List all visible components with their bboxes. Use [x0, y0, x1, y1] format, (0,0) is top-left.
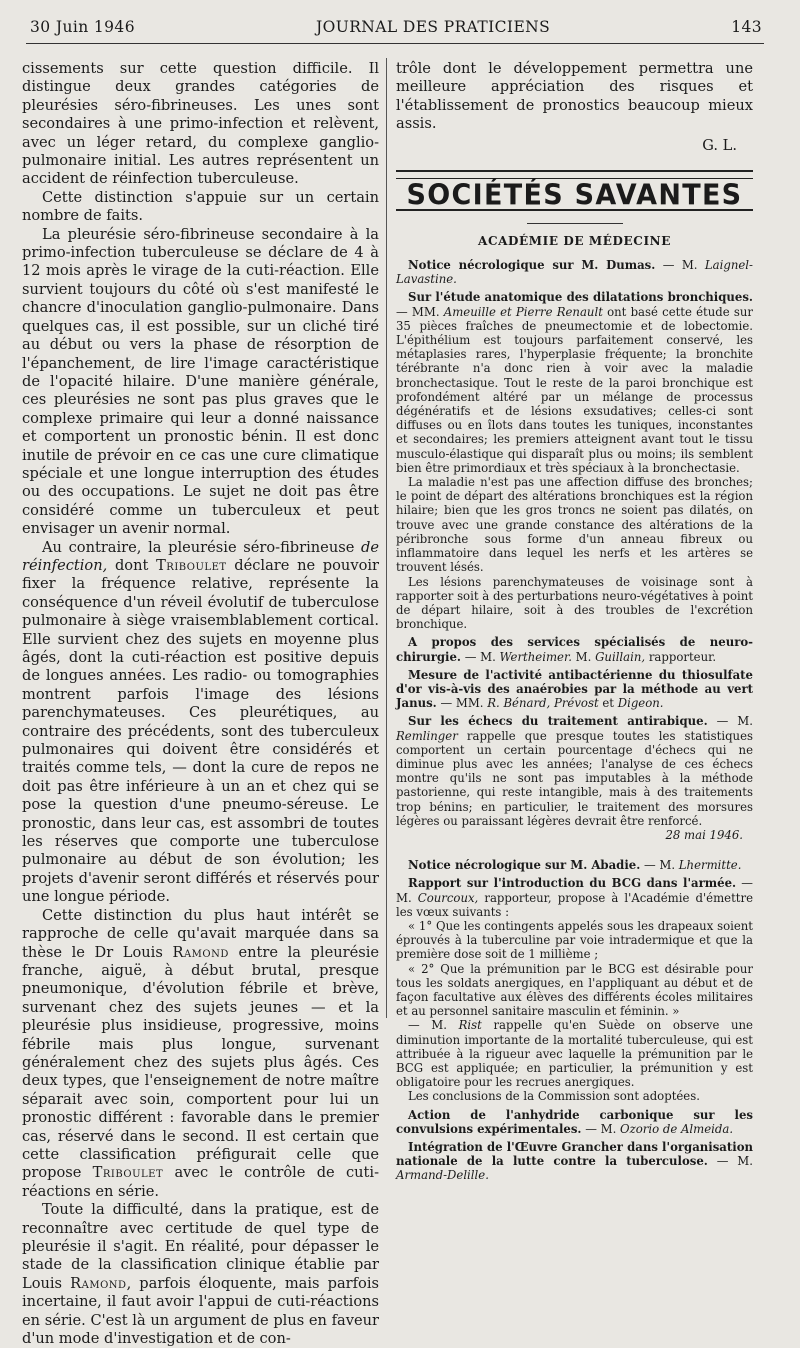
running-header [30, 14, 762, 40]
section-title: SOCIÉTÉS SAVANTES [406, 178, 743, 212]
dash: — M. [460, 649, 500, 664]
entry-author: Ameuille et Pierre Renault [443, 304, 603, 319]
column-divider [386, 58, 387, 1018]
dash: — M. [707, 1154, 753, 1169]
author-name: Ramond [172, 943, 229, 961]
text-run: avec le contrôle de cuti-réactions en série. [22, 1164, 380, 1200]
author-name: Triboulet [92, 1164, 164, 1182]
entry-title: A propos des services spécialisés de neuro-chirurgie. [396, 635, 753, 664]
entry-title: Mesure de l'activité antibactérienne du thiosulfate d'or vis-à-vis des anaérobies par la méthode au vert Janus. [396, 667, 753, 711]
entry-author: Ozorio de Almeida. [620, 1121, 734, 1136]
text-run: Cette distinction du plus haut intérêt se rapproche de celle qu'avait marquée dans sa thèse le Dr Louis [22, 906, 379, 961]
paragraph: La pleurésie séro-fibrineuse secondaire à la primo-infection tuberculeuse se déclare de 4 à 12 mois après le virage de la cuti-réaction. Elle survient toujours du côté où s'est manifesté le chancre d'inoculation ganglio-pulmonaire. Dans quelques cas, il est possible, sur un cliché tiré au début ou vers la phase de résorption de l'épanchement, de lire l'image caractéristique de l'opacité hilaire. D'une manière générale, ces pleurésies ne sont pas plus graves que le complexe primaire qui leur a donné naissance et comportent un pronostic bénin. Il est donc inutile de prévoir en ce cas une cure climatique spéciale et une longue interruption des études ou des occupations. Le sujet ne doit pas être considéré comme un tuberculeux et peut envisager un avenir normal. [22, 225, 379, 538]
entry-text: rappelle que presque toutes les statistiques comportent un certain pourcentage d'échecs qui ne diminue plus avec les années; l'analyse de ces échecs montre qu'ils ne sont pas imputables à la méthode pastorienne, qui reste intangible, mais à des traitements trop bénins; en particulier, le traitement des morsures légères ou paraissant légères devrait être renforcé. [396, 728, 753, 828]
entry-title: Action de l'anhydride carbonique sur les convulsions expérimentales. [396, 1107, 753, 1136]
text-run: Au contraire, la pleurésie séro-fibrineuse [42, 538, 355, 556]
entry-author: Lhermitte. [678, 858, 742, 873]
paragraph: La maladie n'est pas une affection diffuse des bronches; le point de départ des altérations bronchiques est la région hilaire; bien que les gros troncs ne soient pas dilatés, on trouve avec une grande constance des altérations de la péribronche sous forme d'un anneau fibreux ou inflammatoire dans lequel les nerfs et les artères se trouvent lésés. [396, 475, 753, 575]
paragraph: Cette distinction s'appuie sur un certain nombre de faits. [22, 188, 379, 225]
page-number: 143 [731, 18, 762, 36]
text-run: dont [114, 556, 149, 574]
paragraph [396, 1018, 753, 1089]
spacer [396, 842, 753, 854]
session-date [396, 828, 753, 842]
entry-author: Armand-Delille. [396, 1168, 489, 1183]
entry-thiosulfate [396, 668, 753, 711]
entry-carbon-dioxide [396, 1108, 753, 1136]
paragraph [22, 1201, 379, 1348]
section-rule [396, 170, 753, 179]
entry-title: Notice nécrologique sur M. Abadie. [408, 858, 641, 873]
entry-title: Rapport sur l'introduction du BCG dans l'armée. [408, 876, 737, 891]
paragraph: trôle dont le développement permettra une meilleure appréciation des risques et l'établissement de pronostics beaucoup mieux assis. [396, 60, 753, 133]
dash: — M. [581, 1121, 621, 1136]
entry-author: Laignel-Lavastine. [396, 258, 753, 287]
dash: — MM. [436, 696, 488, 711]
entry-author: Courcoux, [417, 890, 479, 905]
entry-abadie [396, 858, 753, 872]
right-column [396, 60, 753, 1183]
paragraph: Les lésions parenchymateuses de voisinage sont à rapporter soit à des perturbations neuro-végétatives à point de départ hilaire, soit à des troubles de l'excrétion bronchique. [396, 574, 753, 632]
dash: — MM. [396, 304, 444, 319]
text-run: M. [571, 649, 596, 664]
text-run: entre la pleurésie franche, aiguë, à début brutal, presque pneumonique, d'évolution fébrile et brève, survenant chez des sujets jeunes — et la pleurésie plus insidieuse, progressive, moins fébrile mais plus longue, survenant généralement chez des sujets plus âgés. Ces deux types, que l'enseignement de notre maître séparait avec soin, comportent pour lui un pronostic différent : favorable dans le premier cas, réservé dans le second. Il est certain que cette classification préfigurait celle que propose [22, 943, 380, 1182]
entry-author: R. Bénard, Prévost [487, 696, 599, 711]
dash: — M. [655, 258, 705, 273]
entry-text: ont basé cette étude sur 35 pièces fraîches de pneumectomie et de lobectomie. L'épithélium est toujours parfaitement conservé, les métaplasies rares, l'hyperplasie fréquente; la bronchite térébrante n'a donc rien à voir avec la maladie bronchectasique. Tout le reste de la paroi bronchique est profondément altéré par un mélange de processus dégénératifs et de lésions exsudatives; celles-ci sont diffuses ou en îlots dans toutes les tuniques, inconstantes et secondaires; les premiers atteignent avant tout le tissu musculo-élastique qui disparaît plus ou moins; ils semblent bien être primordiaux et très spéciaux à la bronchectasie. [396, 304, 753, 475]
signature: G. L. [702, 136, 737, 154]
entry-text: rappelle qu'en Suède on observe une diminution importante de la mortalité tuberculeuse, qui est attribuée à la rigueur avec laquelle la prémunition par le BCG est appliquée; en particulier, la prémunition y est obligatoire pour les recrues anergiques. [396, 1018, 753, 1090]
quote: « 2° Que la prémunition par le BCG est désirable pour tous les soldats anergiques, en l'appliquant au début et de façon facultative aux élèves des différents écoles militaires et au personnel sanitaire masculin et féminin. » [396, 961, 753, 1019]
entry-bcg-army [396, 876, 753, 919]
text-run: déclare ne pouvoir fixer la fréquence relative, représente la conséquence d'un réveil évolutif de tuberculose pulmonaire à siège vraisemblablement cortical. Elle survient chez des sujets en moyenne plus âgés, dont la cuti-réaction est positive depuis de longues années. Les radio- ou tomographies montrent parfois l'image des lésions parenchymateuses. Ces pleurétiques, au contraire des précédents, sont des tuberculeux pulmonaires qui doivent être considérés et traités comme tels, — dont la cure de repos ne doit pas être inférieure à un an et chez qui se pose la question d'une pneumo-séreuse. Le pronostic, dans leur cas, est assombri de toutes les réserves que comporte une tuberculose pulmonaire au début de son évolution; les projets d'avenir seront différés et réservés pour une longue période. [22, 556, 380, 906]
entry-text: rapporteur, propose à l'Académie d'émettre les vœux suivants : [396, 890, 753, 919]
entry-dumas [396, 258, 753, 286]
subsection-heading: ACADÉMIE DE MÉDECINE [478, 233, 671, 248]
text-run: , parfois éloquente, mais parfois incertaine, il faut avoir l'appui de cuti-réactions en série. C'est là un argument de plus en faveur d'un mode d'investigation et de con- [22, 1274, 379, 1348]
text-run: rapporteur. [645, 649, 717, 664]
dash: — M. [408, 1018, 459, 1033]
entry-grancher [396, 1140, 753, 1183]
dash: — M. [396, 876, 753, 905]
left-column [22, 60, 379, 1348]
entry-neurosurgery [396, 635, 753, 663]
text-run: et [598, 696, 618, 711]
entry-author: Remlinger [396, 728, 458, 743]
journal-title: JOURNAL DES PRATICIENS [316, 18, 551, 36]
short-rule [527, 223, 623, 224]
dash: — M. [640, 858, 679, 873]
paragraph: cissements sur cette question difficile. Il distingue deux grandes catégories de pleurésies séro-fibrineuses. Les unes sont secondaires à une primo-infection et relèvent, avec un léger retard, du complexe ganglio-pulmonaire initial. Les autres représentent un accident de réinfection tuberculeuse. [22, 60, 379, 188]
dash: — M. [707, 714, 753, 729]
entry-antirabies [396, 714, 753, 828]
text-run: Toute la difficulté, dans la pratique, est de reconnaître avec certitude de quel type de pleurésie il s'agit. En réalité, pour dépasser le stade de la classification clinique établie par Louis [22, 1201, 379, 1292]
entry-author: Digeon. [617, 696, 664, 711]
italic-term: de réinfection, [22, 538, 379, 574]
issue-date: 30 Juin 1946 [30, 18, 135, 36]
entry-title: Sur l'étude anatomique des dilatations bronchiques. [408, 290, 753, 305]
author-name: Triboulet [156, 556, 227, 574]
entry-author: Rist [458, 1018, 482, 1033]
paragraph [22, 539, 379, 907]
entry-author: Wertheimer. [499, 649, 572, 664]
entry-title: Sur les échecs du traitement antirabique. [408, 714, 708, 729]
entry-bronchial-dilatation [396, 290, 753, 475]
author-name: Ramond [70, 1274, 127, 1292]
paragraph [22, 907, 379, 1202]
entry-title: Notice nécrologique sur M. Dumas. [408, 258, 656, 273]
entry-title: Intégration de l'Œuvre Grancher dans l'organisation nationale de la lutte contre la tuberculose. [396, 1140, 753, 1169]
header-rule [26, 43, 764, 44]
quote: « 1° Que les contingents appelés sous les drapeaux soient éprouvés à la tuberculine par voie intradermique et que la première dose soit de 1 millième ; [396, 918, 753, 962]
paragraph: Les conclusions de la Commission sont adoptées. [408, 1089, 700, 1104]
entry-author: Guillain, [595, 649, 646, 664]
date-text: 28 mai 1946. [665, 827, 743, 842]
